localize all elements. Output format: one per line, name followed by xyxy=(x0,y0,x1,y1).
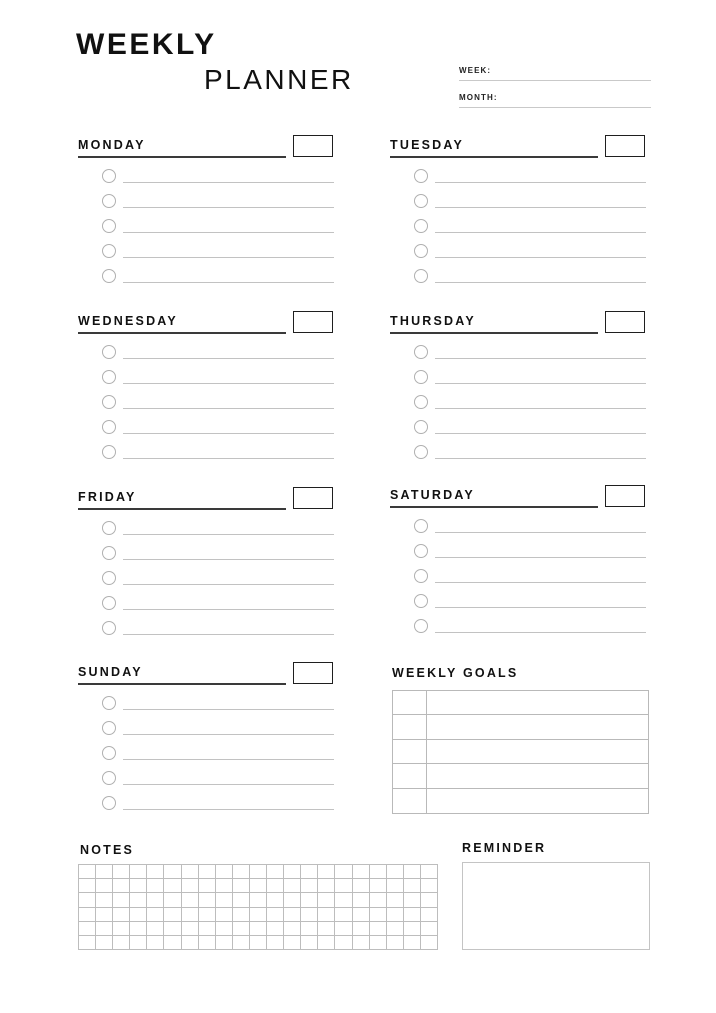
notes-cell[interactable] xyxy=(182,879,199,893)
notes-cell[interactable] xyxy=(267,893,284,907)
notes-cell[interactable] xyxy=(233,908,250,922)
notes-cell[interactable] xyxy=(301,908,318,922)
checkbox-circle-icon[interactable] xyxy=(102,445,116,459)
notes-cell[interactable] xyxy=(387,893,404,907)
day-rule-thursday xyxy=(390,332,598,334)
notes-cell[interactable] xyxy=(387,922,404,936)
checkbox-circle-icon[interactable] xyxy=(414,395,428,409)
checkbox-circle-icon[interactable] xyxy=(414,269,428,283)
day-label-monday: MONDAY xyxy=(78,138,146,152)
task-row[interactable] xyxy=(78,168,336,193)
task-row[interactable] xyxy=(78,243,336,268)
task-write-line[interactable] xyxy=(435,282,646,283)
notes-cell[interactable] xyxy=(199,865,216,879)
checkbox-circle-icon[interactable] xyxy=(102,696,116,710)
notes-cell[interactable] xyxy=(267,865,284,879)
task-write-line[interactable] xyxy=(123,182,334,183)
task-row[interactable] xyxy=(390,394,648,419)
notes-cell[interactable] xyxy=(250,936,267,950)
task-write-line[interactable] xyxy=(123,534,334,535)
day-rule-tuesday xyxy=(390,156,598,158)
task-list-tuesday xyxy=(390,168,648,293)
checkbox-circle-icon[interactable] xyxy=(102,169,116,183)
task-write-line[interactable] xyxy=(123,257,334,258)
task-row[interactable] xyxy=(390,618,648,643)
notes-cell[interactable] xyxy=(113,879,130,893)
goals-column-divider xyxy=(426,691,427,714)
notes-cell[interactable] xyxy=(284,879,301,893)
goals-column-divider xyxy=(426,764,427,787)
notes-cell[interactable] xyxy=(147,908,164,922)
task-row[interactable] xyxy=(78,620,336,645)
notes-cell[interactable] xyxy=(199,936,216,950)
task-list-thursday xyxy=(390,344,648,469)
task-list-sunday xyxy=(78,695,336,820)
task-row[interactable] xyxy=(390,518,648,543)
checkbox-circle-icon[interactable] xyxy=(102,596,116,610)
checkbox-circle-icon[interactable] xyxy=(414,420,428,434)
checkbox-circle-icon[interactable] xyxy=(414,519,428,533)
day-header-sunday xyxy=(78,665,336,691)
checkbox-circle-icon[interactable] xyxy=(414,544,428,558)
notes-cell[interactable] xyxy=(147,879,164,893)
notes-cell[interactable] xyxy=(370,936,387,950)
notes-cell[interactable] xyxy=(199,908,216,922)
notes-cell[interactable] xyxy=(353,879,370,893)
task-row[interactable] xyxy=(390,168,648,193)
checkbox-circle-icon[interactable] xyxy=(102,345,116,359)
notes-cell[interactable] xyxy=(250,908,267,922)
notes-cell[interactable] xyxy=(130,922,147,936)
task-write-line[interactable] xyxy=(123,709,334,710)
notes-cell[interactable] xyxy=(267,936,284,950)
task-write-line[interactable] xyxy=(123,232,334,233)
notes-cell[interactable] xyxy=(335,879,352,893)
notes-cell[interactable] xyxy=(79,922,96,936)
checkbox-circle-icon[interactable] xyxy=(102,796,116,810)
task-write-line[interactable] xyxy=(435,557,646,558)
task-write-line[interactable] xyxy=(123,809,334,810)
notes-cell[interactable] xyxy=(79,908,96,922)
task-row[interactable] xyxy=(78,770,336,795)
checkbox-circle-icon[interactable] xyxy=(102,546,116,560)
notes-cell[interactable] xyxy=(370,908,387,922)
day-rule-sunday xyxy=(78,683,286,685)
notes-cell[interactable] xyxy=(335,865,352,879)
notes-cell[interactable] xyxy=(421,893,438,907)
task-write-line[interactable] xyxy=(435,358,646,359)
notes-cell[interactable] xyxy=(182,893,199,907)
notes-cell[interactable] xyxy=(164,922,181,936)
task-row[interactable] xyxy=(390,593,648,618)
day-block-monday xyxy=(78,138,336,164)
notes-cell[interactable] xyxy=(353,922,370,936)
day-block-friday xyxy=(78,490,336,516)
notes-cell[interactable] xyxy=(113,922,130,936)
notes-cell[interactable] xyxy=(318,922,335,936)
notes-cell[interactable] xyxy=(164,893,181,907)
notes-cell[interactable] xyxy=(284,936,301,950)
notes-cell[interactable] xyxy=(301,922,318,936)
task-list-saturday xyxy=(390,518,648,643)
task-row[interactable] xyxy=(78,520,336,545)
notes-cell[interactable] xyxy=(421,879,438,893)
task-row[interactable] xyxy=(78,745,336,770)
notes-cell[interactable] xyxy=(216,879,233,893)
notes-cell[interactable] xyxy=(79,893,96,907)
notes-cell[interactable] xyxy=(353,865,370,879)
notes-cell[interactable] xyxy=(96,879,113,893)
checkbox-circle-icon[interactable] xyxy=(414,619,428,633)
week-input-line[interactable] xyxy=(459,80,651,81)
task-row[interactable] xyxy=(390,243,648,268)
notes-cell[interactable] xyxy=(182,936,199,950)
task-write-line[interactable] xyxy=(123,282,334,283)
notes-cell[interactable] xyxy=(164,865,181,879)
notes-cell[interactable] xyxy=(79,879,96,893)
notes-cell[interactable] xyxy=(301,936,318,950)
notes-cell[interactable] xyxy=(96,936,113,950)
notes-cell[interactable] xyxy=(370,893,387,907)
notes-cell[interactable] xyxy=(233,893,250,907)
notes-cell[interactable] xyxy=(216,936,233,950)
notes-cell[interactable] xyxy=(250,879,267,893)
notes-cell[interactable] xyxy=(113,908,130,922)
notes-cell[interactable] xyxy=(387,908,404,922)
task-row[interactable] xyxy=(78,695,336,720)
reminder-box[interactable] xyxy=(462,862,650,950)
task-row[interactable] xyxy=(78,720,336,745)
notes-cell[interactable] xyxy=(318,936,335,950)
task-write-line[interactable] xyxy=(435,257,646,258)
task-write-line[interactable] xyxy=(435,632,646,633)
day-header-thursday xyxy=(390,314,648,340)
day-header-tuesday xyxy=(390,138,648,164)
notes-cell[interactable] xyxy=(233,922,250,936)
notes-cell[interactable] xyxy=(113,936,130,950)
checkbox-circle-icon[interactable] xyxy=(102,571,116,585)
goals-column-divider xyxy=(426,789,427,813)
day-label-sunday: SUNDAY xyxy=(78,665,143,679)
day-block-saturday xyxy=(390,488,648,514)
task-row[interactable] xyxy=(78,193,336,218)
notes-cell[interactable] xyxy=(404,908,421,922)
day-block-wednesday xyxy=(78,314,336,340)
checkbox-circle-icon[interactable] xyxy=(414,594,428,608)
task-write-line[interactable] xyxy=(123,634,334,635)
notes-cell[interactable] xyxy=(216,893,233,907)
task-row[interactable] xyxy=(78,419,336,444)
notes-cell[interactable] xyxy=(387,936,404,950)
checkbox-circle-icon[interactable] xyxy=(102,244,116,258)
week-field[interactable] xyxy=(459,66,651,81)
task-row[interactable] xyxy=(78,795,336,820)
notes-cell[interactable] xyxy=(284,893,301,907)
notes-cell[interactable] xyxy=(421,936,438,950)
notes-cell[interactable] xyxy=(404,879,421,893)
task-write-line[interactable] xyxy=(123,734,334,735)
notes-cell[interactable] xyxy=(267,922,284,936)
notes-cell[interactable] xyxy=(370,865,387,879)
checkbox-circle-icon[interactable] xyxy=(102,269,116,283)
checkbox-circle-icon[interactable] xyxy=(414,445,428,459)
notes-cell[interactable] xyxy=(301,893,318,907)
checkbox-circle-icon[interactable] xyxy=(414,169,428,183)
checkbox-circle-icon[interactable] xyxy=(414,345,428,359)
goals-column-divider xyxy=(426,715,427,738)
notes-cell[interactable] xyxy=(147,922,164,936)
notes-cell[interactable] xyxy=(96,865,113,879)
checkbox-circle-icon[interactable] xyxy=(414,194,428,208)
month-label: MONTH: xyxy=(459,93,498,102)
notes-cell[interactable] xyxy=(113,865,130,879)
day-date-box-thursday[interactable] xyxy=(605,311,645,333)
task-row[interactable] xyxy=(78,218,336,243)
day-date-box-wednesday[interactable] xyxy=(293,311,333,333)
day-label-friday: FRIDAY xyxy=(78,490,137,504)
task-write-line[interactable] xyxy=(123,458,334,459)
notes-cell[interactable] xyxy=(199,893,216,907)
notes-cell[interactable] xyxy=(335,922,352,936)
checkbox-circle-icon[interactable] xyxy=(102,370,116,384)
notes-cell[interactable] xyxy=(421,865,438,879)
notes-cell[interactable] xyxy=(130,893,147,907)
weekly-goals-table xyxy=(392,690,649,814)
task-write-line[interactable] xyxy=(123,207,334,208)
task-row[interactable] xyxy=(390,419,648,444)
page-title xyxy=(76,28,436,96)
notes-cell[interactable] xyxy=(216,865,233,879)
day-header-friday xyxy=(78,490,336,516)
goals-column-divider xyxy=(426,740,427,763)
notes-cell[interactable] xyxy=(216,922,233,936)
day-date-box-tuesday[interactable] xyxy=(605,135,645,157)
day-rule-monday xyxy=(78,156,286,158)
task-write-line[interactable] xyxy=(435,458,646,459)
day-block-thursday xyxy=(390,314,648,340)
notes-cell[interactable] xyxy=(404,936,421,950)
notes-cell[interactable] xyxy=(130,936,147,950)
task-write-line[interactable] xyxy=(435,607,646,608)
notes-cell[interactable] xyxy=(130,879,147,893)
checkbox-circle-icon[interactable] xyxy=(102,771,116,785)
notes-cell[interactable] xyxy=(79,865,96,879)
task-write-line[interactable] xyxy=(435,582,646,583)
notes-cell[interactable] xyxy=(199,879,216,893)
notes-cell[interactable] xyxy=(216,908,233,922)
task-row[interactable] xyxy=(78,394,336,419)
task-row[interactable] xyxy=(390,444,648,469)
notes-cell[interactable] xyxy=(250,893,267,907)
task-row[interactable] xyxy=(78,369,336,394)
notes-cell[interactable] xyxy=(387,865,404,879)
checkbox-circle-icon[interactable] xyxy=(414,219,428,233)
task-row[interactable] xyxy=(390,543,648,568)
task-row[interactable] xyxy=(78,444,336,469)
table-row[interactable] xyxy=(393,789,648,813)
notes-cell[interactable] xyxy=(318,879,335,893)
title-planner: PLANNER xyxy=(204,64,354,95)
checkbox-circle-icon[interactable] xyxy=(414,244,428,258)
day-rule-friday xyxy=(78,508,286,510)
notes-cell[interactable] xyxy=(335,936,352,950)
day-label-thursday: THURSDAY xyxy=(390,314,476,328)
month-field[interactable] xyxy=(459,93,651,108)
notes-cell[interactable] xyxy=(404,922,421,936)
notes-cell[interactable] xyxy=(164,936,181,950)
notes-cell[interactable] xyxy=(113,893,130,907)
task-list-wednesday xyxy=(78,344,336,469)
notes-cell[interactable] xyxy=(335,893,352,907)
notes-cell[interactable] xyxy=(96,908,113,922)
checkbox-circle-icon[interactable] xyxy=(102,219,116,233)
notes-cell[interactable] xyxy=(233,879,250,893)
table-row[interactable] xyxy=(393,691,648,715)
day-header-saturday xyxy=(390,488,648,514)
notes-cell[interactable] xyxy=(421,908,438,922)
task-row[interactable] xyxy=(78,344,336,369)
notes-cell[interactable] xyxy=(233,936,250,950)
task-row[interactable] xyxy=(390,568,648,593)
notes-cell[interactable] xyxy=(421,922,438,936)
notes-cell[interactable] xyxy=(147,936,164,950)
task-write-line[interactable] xyxy=(123,584,334,585)
task-row[interactable] xyxy=(390,344,648,369)
notes-cell[interactable] xyxy=(301,879,318,893)
month-input-line[interactable] xyxy=(459,107,651,108)
checkbox-circle-icon[interactable] xyxy=(102,395,116,409)
table-row[interactable] xyxy=(393,740,648,764)
checkbox-circle-icon[interactable] xyxy=(102,194,116,208)
task-list-friday xyxy=(78,520,336,645)
task-write-line[interactable] xyxy=(123,609,334,610)
day-date-box-sunday[interactable] xyxy=(293,662,333,684)
day-header-monday xyxy=(78,138,336,164)
table-row[interactable] xyxy=(393,764,648,788)
notes-cell[interactable] xyxy=(267,908,284,922)
notes-cell[interactable] xyxy=(130,908,147,922)
notes-cell[interactable] xyxy=(96,922,113,936)
day-rule-saturday xyxy=(390,506,598,508)
task-write-line[interactable] xyxy=(435,182,646,183)
task-write-line[interactable] xyxy=(435,207,646,208)
notes-cell[interactable] xyxy=(370,879,387,893)
notes-cell[interactable] xyxy=(182,865,199,879)
checkbox-circle-icon[interactable] xyxy=(102,521,116,535)
day-block-sunday xyxy=(78,665,336,691)
checkbox-circle-icon[interactable] xyxy=(102,721,116,735)
notes-cell[interactable] xyxy=(353,893,370,907)
task-row[interactable] xyxy=(78,545,336,570)
notes-cell[interactable] xyxy=(79,936,96,950)
notes-cell[interactable] xyxy=(250,922,267,936)
day-date-box-friday[interactable] xyxy=(293,487,333,509)
notes-cell[interactable] xyxy=(301,865,318,879)
notes-cell[interactable] xyxy=(284,908,301,922)
task-write-line[interactable] xyxy=(435,408,646,409)
notes-cell[interactable] xyxy=(404,893,421,907)
checkbox-circle-icon[interactable] xyxy=(102,420,116,434)
notes-grid[interactable] xyxy=(78,864,438,950)
day-rule-wednesday xyxy=(78,332,286,334)
notes-cell[interactable] xyxy=(182,908,199,922)
notes-cell[interactable] xyxy=(199,922,216,936)
notes-cell[interactable] xyxy=(130,865,147,879)
task-write-line[interactable] xyxy=(123,784,334,785)
notes-cell[interactable] xyxy=(387,879,404,893)
checkbox-circle-icon[interactable] xyxy=(102,621,116,635)
task-write-line[interactable] xyxy=(435,433,646,434)
reminder-title: REMINDER xyxy=(462,841,547,855)
task-write-line[interactable] xyxy=(123,759,334,760)
notes-title: NOTES xyxy=(80,843,135,857)
title-weekly: WEEKLY xyxy=(76,28,217,61)
notes-cell[interactable] xyxy=(353,908,370,922)
day-date-box-monday[interactable] xyxy=(293,135,333,157)
notes-cell[interactable] xyxy=(335,908,352,922)
task-row[interactable] xyxy=(390,218,648,243)
notes-cell[interactable] xyxy=(284,922,301,936)
notes-cell[interactable] xyxy=(164,879,181,893)
week-label: WEEK: xyxy=(459,66,492,75)
notes-cell[interactable] xyxy=(353,936,370,950)
task-row[interactable] xyxy=(390,268,648,293)
task-write-line[interactable] xyxy=(123,383,334,384)
notes-cell[interactable] xyxy=(164,908,181,922)
notes-cell[interactable] xyxy=(233,865,250,879)
notes-cell[interactable] xyxy=(96,893,113,907)
task-write-line[interactable] xyxy=(435,383,646,384)
task-row[interactable] xyxy=(78,595,336,620)
checkbox-circle-icon[interactable] xyxy=(414,569,428,583)
day-date-box-saturday[interactable] xyxy=(605,485,645,507)
day-block-tuesday xyxy=(390,138,648,164)
task-write-line[interactable] xyxy=(123,559,334,560)
checkbox-circle-icon[interactable] xyxy=(414,370,428,384)
notes-cell[interactable] xyxy=(318,908,335,922)
header-meta-fields xyxy=(459,66,651,120)
notes-cell[interactable] xyxy=(267,879,284,893)
notes-cell[interactable] xyxy=(250,865,267,879)
task-row[interactable] xyxy=(390,193,648,218)
day-label-tuesday: TUESDAY xyxy=(390,138,464,152)
day-header-wednesday xyxy=(78,314,336,340)
task-write-line[interactable] xyxy=(123,358,334,359)
notes-cell[interactable] xyxy=(182,922,199,936)
notes-cell[interactable] xyxy=(404,865,421,879)
task-row[interactable] xyxy=(78,268,336,293)
task-write-line[interactable] xyxy=(435,532,646,533)
day-label-saturday: SATURDAY xyxy=(390,488,475,502)
weekly-goals-title: WEEKLY GOALS xyxy=(392,666,519,680)
day-label-wednesday: WEDNESDAY xyxy=(78,314,178,328)
notes-cell[interactable] xyxy=(284,865,301,879)
table-row[interactable] xyxy=(393,715,648,739)
notes-cell[interactable] xyxy=(147,893,164,907)
checkbox-circle-icon[interactable] xyxy=(102,746,116,760)
notes-cell[interactable] xyxy=(370,922,387,936)
notes-cell[interactable] xyxy=(147,865,164,879)
task-row[interactable] xyxy=(78,570,336,595)
notes-cell[interactable] xyxy=(318,865,335,879)
task-write-line[interactable] xyxy=(435,232,646,233)
task-row[interactable] xyxy=(390,369,648,394)
task-list-monday xyxy=(78,168,336,293)
notes-cell[interactable] xyxy=(318,893,335,907)
task-write-line[interactable] xyxy=(123,408,334,409)
task-write-line[interactable] xyxy=(123,433,334,434)
